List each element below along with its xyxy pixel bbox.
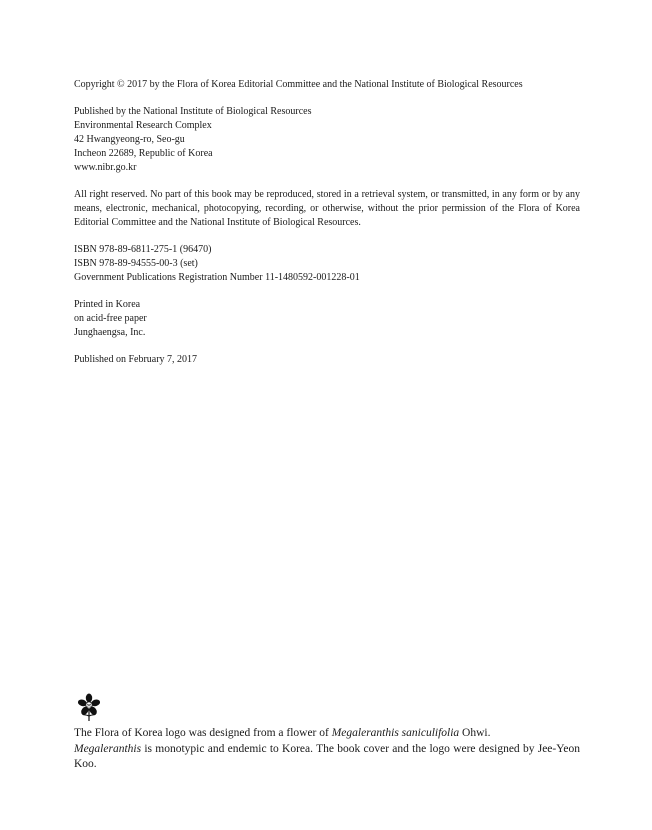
- isbn-set: ISBN 978-89-94555-00-3 (set): [74, 258, 198, 269]
- rights-statement: All right reserved. No part of this book may be reproduced, stored in a retrieval system, or transmitted, in any form or by any means, electronic, mechanical, photocopying, recording, or otherwise, without the prior permission of the Flora of Korea Editorial Committee and the National Institute of Biological Resources.: [74, 189, 580, 228]
- copyright-line: Copyright © 2017 by the Flora of Korea Editorial Committee and the National Institute of Biological Resources: [74, 79, 523, 90]
- species-author: Ohwi.: [459, 727, 491, 739]
- flower-logo-icon: [74, 692, 104, 722]
- printing-block: [74, 298, 580, 340]
- logo-note-sentence-2: is monotypic and endemic to Korea. The book cover and the logo were designed by Jee-Yeon Koo.: [74, 742, 580, 770]
- publisher-name: Published by the National Institute of Biological Resources: [74, 106, 312, 117]
- genus-name: Megaleranthis: [74, 742, 142, 755]
- publisher-address-1: Environmental Research Complex: [74, 120, 212, 131]
- isbn-block: [74, 243, 580, 285]
- rights-block: [74, 188, 580, 230]
- species-name: Megaleranthis saniculifolia: [331, 727, 460, 739]
- publisher-address-3: Incheon 22689, Republic of Korea: [74, 148, 213, 159]
- registration-number: Government Publications Registration Number 11-1480592-001228-01: [74, 272, 360, 283]
- logo-description: [74, 726, 580, 773]
- publisher-website: www.nibr.go.kr: [74, 162, 137, 173]
- logo-note-section: [74, 692, 580, 773]
- isbn-volume: ISBN 978-89-6811-275-1 (96470): [74, 244, 212, 255]
- published-date: Published on February 7, 2017: [74, 354, 198, 365]
- paper-type: on acid-free paper: [74, 313, 147, 324]
- copyright-page: [74, 78, 580, 380]
- copyright-block: [74, 78, 580, 92]
- logo-note-sentence-1: The Flora of Korea logo was designed from a flower of: [74, 727, 332, 739]
- printer-name: Junghaengsa, Inc.: [74, 327, 146, 338]
- publisher-block: [74, 105, 580, 175]
- date-block: [74, 353, 580, 367]
- publisher-address-2: 42 Hwangyeong-ro, Seo-gu: [74, 134, 185, 145]
- printed-in: Printed in Korea: [74, 299, 141, 310]
